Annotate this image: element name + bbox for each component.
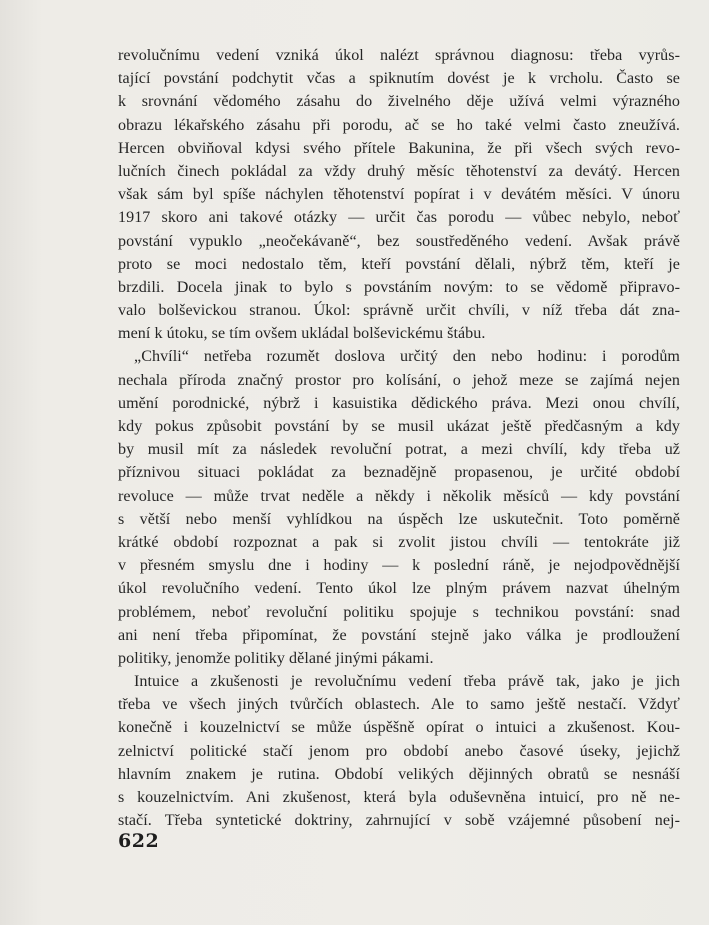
text-line: příznivou situaci pokládat za beznadějně propasenou, je určité období	[118, 464, 680, 482]
text-line: proto se moci nedostalo těm, kteří povstání dělali, nýbrž těm, kteří je	[118, 255, 680, 273]
text-line: lučních činech pokládal za vždy druhý měsíc těhotenství za devátý. Hercen	[118, 162, 680, 180]
text-line: úkol revolučního vedení. Tento úkol lze plným právem nazvat úhelným	[118, 580, 680, 598]
text-line: nechala příroda značný prostor pro kolísání, o jehož meze se zajímá nejen	[118, 371, 680, 389]
text-line: v přesném smyslu dne i hodiny — k poslední ráně, je nejodpovědnější	[118, 557, 680, 575]
page-number: 622	[118, 830, 160, 852]
text-line: k srovnání vědomého zásahu do živelného děje užívá velmi výrazného	[118, 93, 680, 111]
text-line: obrazu lékařského zásahu při porodu, ač se ho také velmi často zneužívá.	[118, 116, 680, 134]
text-line-paragraph-end: mení k útoku, se tím ovšem ukládal bolševickému štábu.	[118, 325, 486, 343]
text-line: krátké období rozpoznat a pak si zvolit jistou chvíli — tentokráte již	[118, 533, 680, 551]
text-line: brzdili. Docela jinak to bylo s povstáním novým: to se vědomě připravo-	[118, 278, 680, 296]
text-line: Hercen obviňoval kdysi svého přítele Bakunina, že při všech svých revo-	[118, 139, 680, 157]
text-line: s kouzelnictvím. Ani zkušenost, která byla oduševněna intuicí, pro ně ne-	[118, 789, 680, 806]
text-line: však sám byl spíše náchylen těhotenství popírat i v devátém měsíci. V únoru	[118, 186, 680, 204]
text-line: kdy pokus způsobit povstání by se musil ukázat ještě předčasným a kdy	[118, 418, 680, 435]
text-line: zelnictví politické stačí jenom pro období anebo časové úseky, jejichž	[118, 742, 680, 760]
text-line: 1917 skoro ani takové otázky — určit čas porodu — vůbec nebylo, neboť	[118, 209, 680, 227]
text-line-paragraph-start: „Chvíli“ netřeba rozumět doslova určitý den nebo hodinu: i porodům	[134, 348, 680, 366]
text-line: problémem, neboť revoluční politiku spojuje s technikou povstání: snad	[118, 603, 680, 621]
text-line: povstání vypuklo „neočekávaně“, bez soustředěného vedení. Avšak právě	[118, 232, 680, 250]
text-line: třeba ve všech jiných tvůrčích oblastech. Ale to samo ještě nestačí. Vždyť	[118, 696, 680, 714]
text-line: stačí. Třeba syntetické doktriny, zahrnující v sobě vzájemné působení nej-	[118, 812, 680, 830]
text-line-paragraph-end: politiky, jenomže politiky dělané jinými pákami.	[118, 649, 434, 667]
text-line: hlavním znakem je rutina. Období velikých dějinných obratů se nesnáší	[118, 765, 680, 783]
text-line: umění porodnické, nýbrž i kasuistika dědického práva. Mezi onou chvílí,	[118, 394, 680, 412]
text-line: konečně i kouzelnictví se může úspěšně opírat o intuici a zkušenost. Kou-	[118, 719, 680, 737]
text-line: ani není třeba připomínat, že povstání stejně jako válka je prodloužení	[118, 626, 680, 644]
text-line: revoluce — může trvat neděle a někdy i několik měsíců — kdy povstání	[118, 487, 680, 505]
text-line: revolučnímu vedení vzniká úkol nalézt správnou diagnosu: třeba vyrůs-	[118, 47, 680, 64]
text-line: tající povstání podchytit včas a spiknutím dovést je k vrcholu. Často se	[118, 70, 680, 88]
text-line: by musil mít za následek revoluční potrat, a mezi chvílí, kdy třeba už	[118, 441, 680, 459]
text-line: s větší nebo menší vyhlídkou na úspěch lze uskutečnit. Toto poměrně	[118, 510, 680, 528]
text-line: valo bolševickou stranou. Úkol: správně určit chvíli, v níž třeba dát zna-	[118, 302, 680, 320]
body-text	[118, 44, 680, 832]
text-line-paragraph-start: Intuice a zkušenosti je revolučnímu vedení třeba právě tak, jako je jich	[134, 673, 680, 691]
